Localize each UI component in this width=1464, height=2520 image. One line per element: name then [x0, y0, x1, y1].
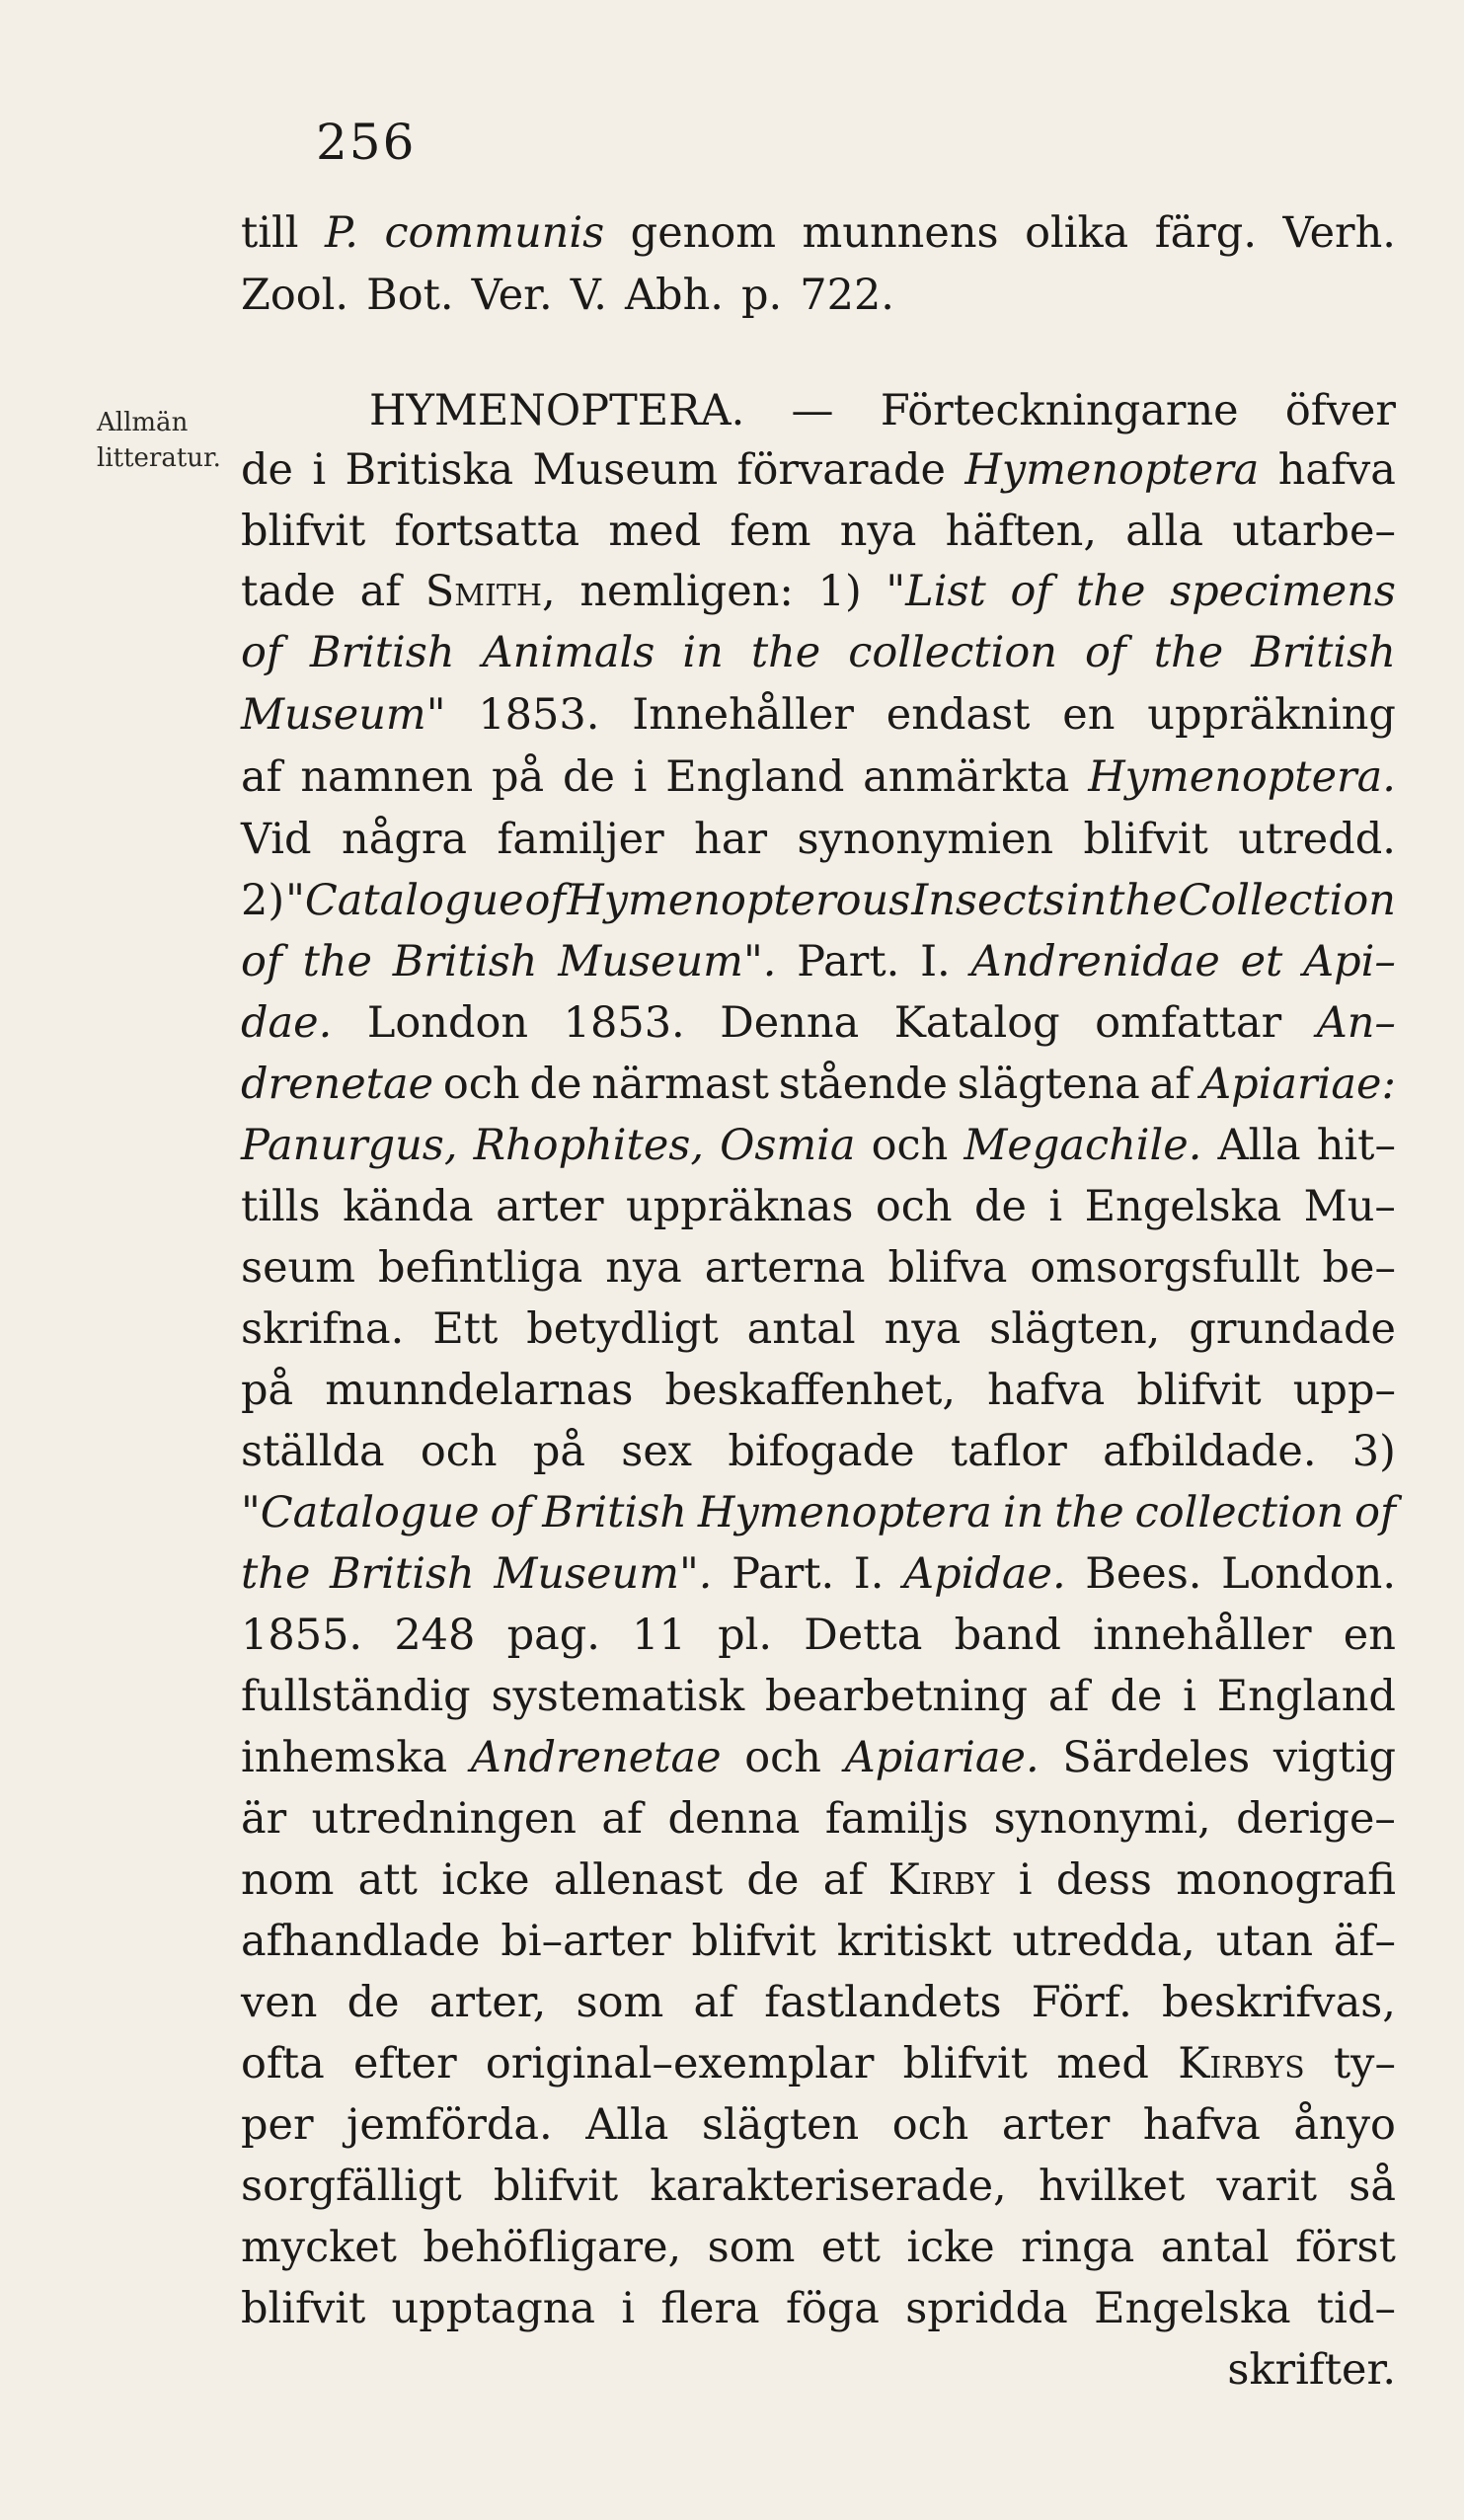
word: befintliga: [377, 1243, 583, 1293]
word: Apiariae:: [1200, 1060, 1396, 1109]
word: ånyo: [1293, 2100, 1396, 2150]
word: communis: [384, 208, 605, 258]
word: de: [529, 1060, 582, 1109]
word: HYMENOPTERA.: [369, 386, 745, 435]
word: på: [532, 1427, 586, 1476]
word: of: [1354, 1488, 1396, 1537]
word: Alla: [1217, 1121, 1301, 1170]
text-line: [241, 992, 1396, 1054]
word: först: [1295, 2223, 1396, 2272]
word: Mu–: [1303, 1182, 1396, 1231]
word: spridda: [905, 2284, 1068, 2333]
word: fullständig: [241, 1672, 471, 1721]
word: Hymenoptera: [964, 445, 1260, 495]
word: ställda: [241, 1427, 385, 1476]
word: arterna: [704, 1243, 866, 1293]
word: of: [490, 1488, 532, 1537]
word: Museum": [241, 690, 446, 740]
word: grundade: [1189, 1304, 1396, 1354]
word: 11: [632, 1611, 686, 1660]
word: Ett: [432, 1304, 499, 1354]
word: med: [608, 507, 702, 556]
word: de: [347, 1978, 400, 2027]
text-line: [241, 931, 1396, 992]
word: dae.: [241, 998, 333, 1048]
word: olika: [1025, 208, 1129, 258]
word: icke: [906, 2223, 995, 2272]
word: nom: [241, 1855, 335, 1905]
word: till: [241, 208, 299, 258]
text-line: [241, 1360, 1396, 1421]
text-line: [241, 2339, 1396, 2401]
word: collection: [848, 628, 1057, 677]
word: in: [1002, 1488, 1044, 1537]
word: i: [1183, 1672, 1196, 1721]
text-line: [241, 1421, 1396, 1482]
word: of: [241, 628, 282, 677]
text-line: [241, 1176, 1396, 1237]
word: de: [241, 445, 293, 495]
word: Detta: [804, 1611, 923, 1660]
word: arter,: [428, 1978, 547, 2027]
text-line: [241, 1666, 1396, 1727]
word: systematisk: [491, 1672, 745, 1721]
word: of: [241, 937, 282, 986]
word: af: [693, 1978, 735, 2027]
text-line: [241, 1543, 1396, 1605]
word: hvilket: [1038, 2162, 1186, 2211]
word: anmärkta: [863, 752, 1070, 802]
word: bearbetning: [765, 1672, 1029, 1721]
word: the: [302, 937, 372, 986]
word: England: [1216, 1672, 1396, 1721]
word: ty–: [1333, 2039, 1396, 2088]
word: 722.: [800, 271, 894, 320]
word: "Catalogue: [241, 1488, 480, 1537]
text-line: [241, 809, 1396, 870]
word: Panurgus,: [241, 1121, 458, 1170]
word: pag.: [506, 1611, 600, 1660]
word: och: [875, 1182, 953, 1231]
text-line: [241, 202, 1396, 264]
word: ringa: [1021, 2223, 1135, 2272]
word: omsorgsfullt: [1030, 1243, 1300, 1293]
word: blifvit: [241, 507, 366, 556]
word: the: [241, 1549, 311, 1599]
word: af: [359, 567, 402, 616]
word: Katalog: [893, 998, 1060, 1048]
word: Hymenopterous: [567, 876, 911, 925]
word: Apidae.: [903, 1549, 1066, 1599]
word: Verh.: [1282, 208, 1396, 258]
word: blifvit: [1136, 1366, 1262, 1415]
word: dess: [1055, 1855, 1152, 1905]
word: och: [871, 1121, 949, 1170]
word: upp–: [1292, 1366, 1396, 1415]
word: beskrifvas,: [1161, 1978, 1396, 2027]
word: of: [1010, 567, 1052, 616]
word: 3): [1351, 1427, 1396, 1476]
word: munnens: [802, 208, 999, 258]
word: England: [665, 752, 845, 802]
word: tid–: [1316, 2284, 1396, 2333]
word: Animals: [482, 628, 655, 677]
word: V.: [570, 271, 607, 320]
word: uppräkning: [1147, 690, 1396, 740]
word: denna: [667, 1794, 801, 1844]
word: Andrenetae: [470, 1733, 722, 1782]
word: Part.: [797, 937, 900, 986]
word: Zool.: [241, 271, 349, 320]
word: blifvit: [1083, 815, 1208, 864]
word: hafva: [987, 1366, 1106, 1415]
word: inhemska: [241, 1733, 448, 1782]
word: 1): [817, 567, 862, 616]
word: och: [744, 1733, 821, 1782]
word: namnen: [300, 752, 474, 802]
word: skrifter.: [1227, 2345, 1396, 2395]
word: ett: [820, 2223, 881, 2272]
word: och: [891, 2100, 969, 2150]
word: —: [791, 386, 834, 435]
word: blifvit: [691, 1917, 816, 1966]
word: allenast: [553, 1855, 724, 1905]
word: af: [822, 1855, 865, 1905]
text-line: [241, 1972, 1396, 2033]
word: Denna: [720, 998, 860, 1048]
text-line: [241, 2156, 1396, 2217]
word: är: [241, 1794, 287, 1844]
word: slägten: [701, 2100, 860, 2150]
word: seum: [241, 1243, 355, 1293]
word: "List: [886, 567, 986, 616]
word: innehåller: [1093, 1611, 1312, 1660]
word: I.: [853, 1549, 885, 1599]
word: Kirby: [887, 1855, 995, 1905]
word: mycket: [241, 2223, 397, 2272]
word: Smith,: [424, 567, 556, 616]
word: de: [973, 1182, 1027, 1231]
word: blifvit: [902, 2039, 1028, 2088]
text-line: [241, 2094, 1396, 2156]
word: tade: [241, 567, 336, 616]
word: Alla: [585, 2100, 669, 2150]
word: icke: [441, 1855, 530, 1905]
word: utredda,: [1012, 1917, 1195, 1966]
text-line: [241, 684, 1396, 746]
word: taflor: [950, 1427, 1067, 1476]
word: P.: [325, 208, 358, 258]
word: Britiska: [345, 445, 514, 495]
word: ofta: [241, 2039, 325, 2088]
word: bifogade: [728, 1427, 915, 1476]
word: the: [750, 628, 821, 677]
word: att: [357, 1855, 418, 1905]
word: några: [342, 815, 468, 864]
word: 1853.: [563, 998, 685, 1048]
word: beskaffenhet,: [664, 1366, 957, 1415]
word: munndelarnas: [325, 1366, 634, 1415]
word: synonymi,: [993, 1794, 1211, 1844]
word: pl.: [718, 1611, 773, 1660]
word: Andrenidae: [970, 937, 1220, 986]
word: arter: [1001, 2100, 1111, 2150]
word: utredningen: [311, 1794, 577, 1844]
word: the: [1076, 567, 1146, 616]
word: efter: [353, 2039, 457, 2088]
word: alla: [1125, 507, 1204, 556]
word: Osmia: [720, 1121, 856, 1170]
word: föga: [785, 2284, 880, 2333]
word: the: [1108, 876, 1178, 925]
word: af: [241, 752, 282, 802]
word: blifvit: [493, 2162, 619, 2211]
word: familjs: [824, 1794, 969, 1844]
word: och: [442, 1060, 520, 1109]
text-line: [241, 439, 1396, 501]
word: Museum".: [558, 937, 777, 986]
word: blifvit: [241, 2284, 366, 2333]
text-line: [241, 1850, 1396, 1911]
word: häften,: [945, 507, 1098, 556]
word: närmast: [591, 1060, 769, 1109]
word: en: [1062, 690, 1116, 740]
word: 1853.: [478, 690, 600, 740]
word: sex: [621, 1427, 693, 1476]
word: tills: [241, 1182, 321, 1231]
text-line: [241, 1054, 1396, 1115]
word: British: [1251, 628, 1396, 677]
text-line: [241, 1299, 1396, 1360]
text-line: [241, 1115, 1396, 1176]
word: p.: [740, 271, 783, 320]
word: Engelska: [1094, 2284, 1291, 2333]
word: collection: [1134, 1488, 1345, 1537]
text-line: [241, 1727, 1396, 1788]
page-number: 256: [316, 114, 417, 171]
word: Förf.: [1031, 1978, 1132, 2027]
text-line: [241, 2278, 1396, 2339]
text-line: [241, 747, 1396, 808]
word: i: [1048, 1182, 1063, 1231]
word: varit: [1216, 2162, 1318, 2211]
word: fastlandets: [764, 1978, 1002, 2027]
text-line: [241, 1788, 1396, 1850]
text-line: [369, 380, 1396, 441]
word: Innehåller: [632, 690, 854, 740]
word: Särdeles: [1062, 1733, 1251, 1782]
word: slägtena: [957, 1060, 1140, 1109]
word: of: [524, 876, 567, 925]
word: original–exemplar: [485, 2039, 875, 2088]
word: blifva: [887, 1243, 1008, 1293]
word: kända: [343, 1182, 474, 1231]
word: British: [542, 1488, 687, 1537]
word: de: [1110, 1672, 1163, 1721]
text-line: [241, 1911, 1396, 1972]
word: Hymenoptera.: [1088, 752, 1396, 802]
text-line: [241, 265, 1396, 326]
word: af: [1149, 1060, 1192, 1109]
word: band: [954, 1611, 1061, 1660]
word: in: [1065, 876, 1108, 925]
word: i: [1018, 1855, 1033, 1905]
word: bi–arter: [501, 1917, 671, 1966]
word: Förteckningarne: [880, 386, 1239, 435]
word: på: [492, 752, 545, 802]
word: 2): [241, 876, 285, 925]
word: An–: [1316, 998, 1396, 1048]
word: Bees.: [1085, 1549, 1202, 1599]
word: Rhophites,: [473, 1121, 705, 1170]
word: har: [694, 815, 768, 864]
word: antal: [746, 1304, 856, 1354]
word: British: [309, 628, 455, 677]
word: afbildade.: [1103, 1427, 1317, 1476]
word: ven: [241, 1978, 318, 2027]
word: på: [241, 1366, 294, 1415]
word: nya: [884, 1304, 962, 1354]
word: behöfligare,: [423, 2223, 682, 2272]
word: förvarade: [736, 445, 946, 495]
word: in: [682, 628, 724, 677]
word: med: [1056, 2039, 1149, 2088]
text-line: [241, 1237, 1396, 1299]
word: och: [420, 1427, 498, 1476]
word: utarbe–: [1232, 507, 1396, 556]
word: Kirbys: [1178, 2039, 1305, 2088]
word: be–: [1322, 1243, 1396, 1293]
word: et: [1240, 937, 1283, 986]
word: slägten,: [989, 1304, 1161, 1354]
margin-note: Allmän litteratur.: [97, 408, 221, 473]
word: som: [576, 1978, 664, 2027]
word: the: [1153, 628, 1224, 677]
word: Apiariae.: [844, 1733, 1040, 1782]
word: endast: [886, 690, 1031, 740]
word: antal: [1160, 2223, 1270, 2272]
text-line: [241, 2217, 1396, 2278]
word: i: [621, 2284, 636, 2333]
word: the: [1054, 1488, 1124, 1537]
word: Museum: [532, 445, 719, 495]
word: fem: [730, 507, 811, 556]
text-line: [241, 501, 1396, 562]
word: Bot.: [366, 271, 454, 320]
word: hafva: [1142, 2100, 1261, 2150]
word: som: [707, 2223, 796, 2272]
word: 248: [394, 1611, 476, 1660]
text-line: [241, 561, 1396, 622]
word: i: [312, 445, 327, 495]
word: London: [366, 998, 529, 1048]
word: så: [1348, 2162, 1396, 2211]
word: Engelska: [1084, 1182, 1282, 1231]
text-line: [241, 1482, 1396, 1543]
word: Insects: [911, 876, 1065, 925]
word: de: [562, 752, 615, 802]
text-line: [241, 870, 1396, 931]
word: karakteriserade,: [650, 2162, 1007, 2211]
word: monografi: [1176, 1855, 1396, 1905]
word: öfver: [1284, 386, 1396, 435]
word: de: [746, 1855, 800, 1905]
word: "Catalogue: [285, 876, 524, 925]
word: Hymenoptera: [697, 1488, 992, 1537]
word: nemligen:: [579, 567, 794, 616]
word: London.: [1221, 1549, 1396, 1599]
word: nya: [839, 507, 917, 556]
word: synonymien: [797, 815, 1054, 864]
word: Api–: [1303, 937, 1396, 986]
word: af: [601, 1794, 643, 1844]
word: Ver.: [471, 271, 553, 320]
word: omfattar: [1095, 998, 1282, 1048]
word: färg.: [1154, 208, 1257, 258]
word: Collection: [1178, 876, 1396, 925]
word: fortsatta: [394, 507, 580, 556]
word: British: [330, 1549, 475, 1599]
word: British: [392, 937, 538, 986]
word: derige–: [1236, 1794, 1396, 1844]
text-line: [241, 622, 1396, 683]
word: 1855.: [241, 1611, 363, 1660]
word: nya: [605, 1243, 682, 1293]
word: Abh.: [624, 271, 724, 320]
word: of: [1084, 628, 1126, 677]
word: genom: [630, 208, 777, 258]
word: afhandlade: [241, 1917, 481, 1966]
word: i: [633, 752, 648, 802]
word: Part.: [732, 1549, 835, 1599]
word: skrifna.: [241, 1304, 405, 1354]
word: drenetae: [241, 1060, 434, 1109]
word: Megachile.: [963, 1121, 1202, 1170]
word: per: [241, 2100, 314, 2150]
word: kritiskt: [836, 1917, 992, 1966]
text-line: [241, 2033, 1396, 2094]
word: Vid: [241, 815, 312, 864]
word: Museum".: [494, 1549, 713, 1599]
word: sorgfälligt: [241, 2162, 462, 2211]
word: vigtig: [1272, 1733, 1396, 1782]
word: stående: [778, 1060, 948, 1109]
word: betydligt: [526, 1304, 719, 1354]
word: utredd.: [1238, 815, 1396, 864]
word: upptagna: [391, 2284, 596, 2333]
word: familjer: [497, 815, 664, 864]
word: hafva: [1277, 445, 1396, 495]
word: specimens: [1170, 567, 1396, 616]
word: utan: [1215, 1917, 1314, 1966]
word: uppräknas: [626, 1182, 854, 1231]
text-line: [241, 1605, 1396, 1666]
word: hit–: [1316, 1121, 1396, 1170]
word: af: [1047, 1672, 1090, 1721]
word: en: [1343, 1611, 1396, 1660]
word: flera: [660, 2284, 760, 2333]
word: arter: [496, 1182, 604, 1231]
word: I.: [920, 937, 951, 986]
word: äf–: [1333, 1917, 1396, 1966]
word: jemförda.: [346, 2100, 553, 2150]
